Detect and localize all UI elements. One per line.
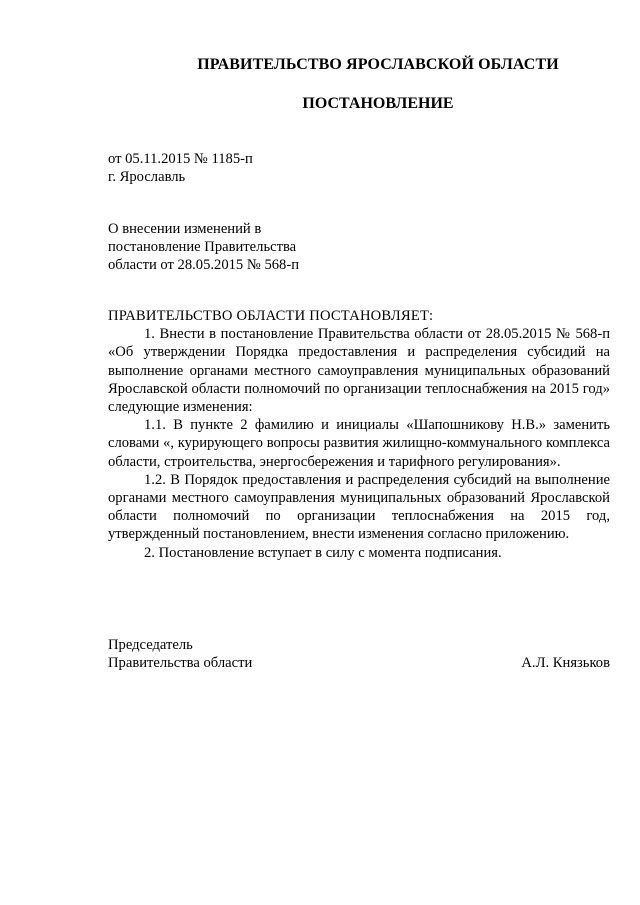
document-meta xyxy=(108,150,408,186)
signatory-title-line1: Председатель xyxy=(108,637,193,653)
signature-block xyxy=(108,636,610,672)
document-type-title: ПОСТАНОВЛЕНИЕ xyxy=(302,95,454,112)
signature-row xyxy=(108,654,610,672)
signatory-title-line2: Правительства области xyxy=(108,655,253,672)
paragraph-1: 1. Внести в постановление Правительства области от 28.05.2015 № 568-п «Об утверждении Порядка предоставления и распределения субсидий на выполнение органами местного самоуправления муниципальных образований Ярославской области полномочий по организации теплоснабжения на 2015 год» следующие изменения: xyxy=(108,326,610,416)
paragraph-2: 2. Постановление вступает в силу с момента подписания. xyxy=(144,544,502,561)
document-city: г. Ярославль xyxy=(108,169,186,186)
paragraph-1-2: 1.2. В Порядок предоставления и распределения субсидий на выполнение органами местного самоуправления муниципальных образований Ярославской области полномочий по организации теплоснабжения на 2015 год, утвержденный постановлением, внести изменения согласно приложению. xyxy=(108,471,610,543)
organization-title: ПРАВИТЕЛЬСТВО ЯРОСЛАВСКОЙ ОБЛАСТИ xyxy=(197,56,559,73)
decree-heading: ПРАВИТЕЛЬСТВО ОБЛАСТИ ПОСТАНОВЛЯЕТ: xyxy=(108,308,434,324)
paragraph-1-1: 1.1. В пункте 2 фамилию и инициалы «Шапошникову Н.В.» заменить словами «, курирующего вопросы развития жилищно-коммунального комплекса области, строительства, энергосбережения и тарифного регулирования». xyxy=(108,417,610,470)
subject-line: области от 28.05.2015 № 568-п xyxy=(108,257,300,274)
document-body xyxy=(108,307,610,562)
signatory-name: А.Л. Князьков xyxy=(521,655,610,672)
subject-line: О внесении изменений в xyxy=(108,221,262,237)
document-date-number: от 05.11.2015 № 1185-п xyxy=(108,151,253,167)
document-subject xyxy=(108,220,428,275)
subject-line: постановление Правительства xyxy=(108,239,297,256)
